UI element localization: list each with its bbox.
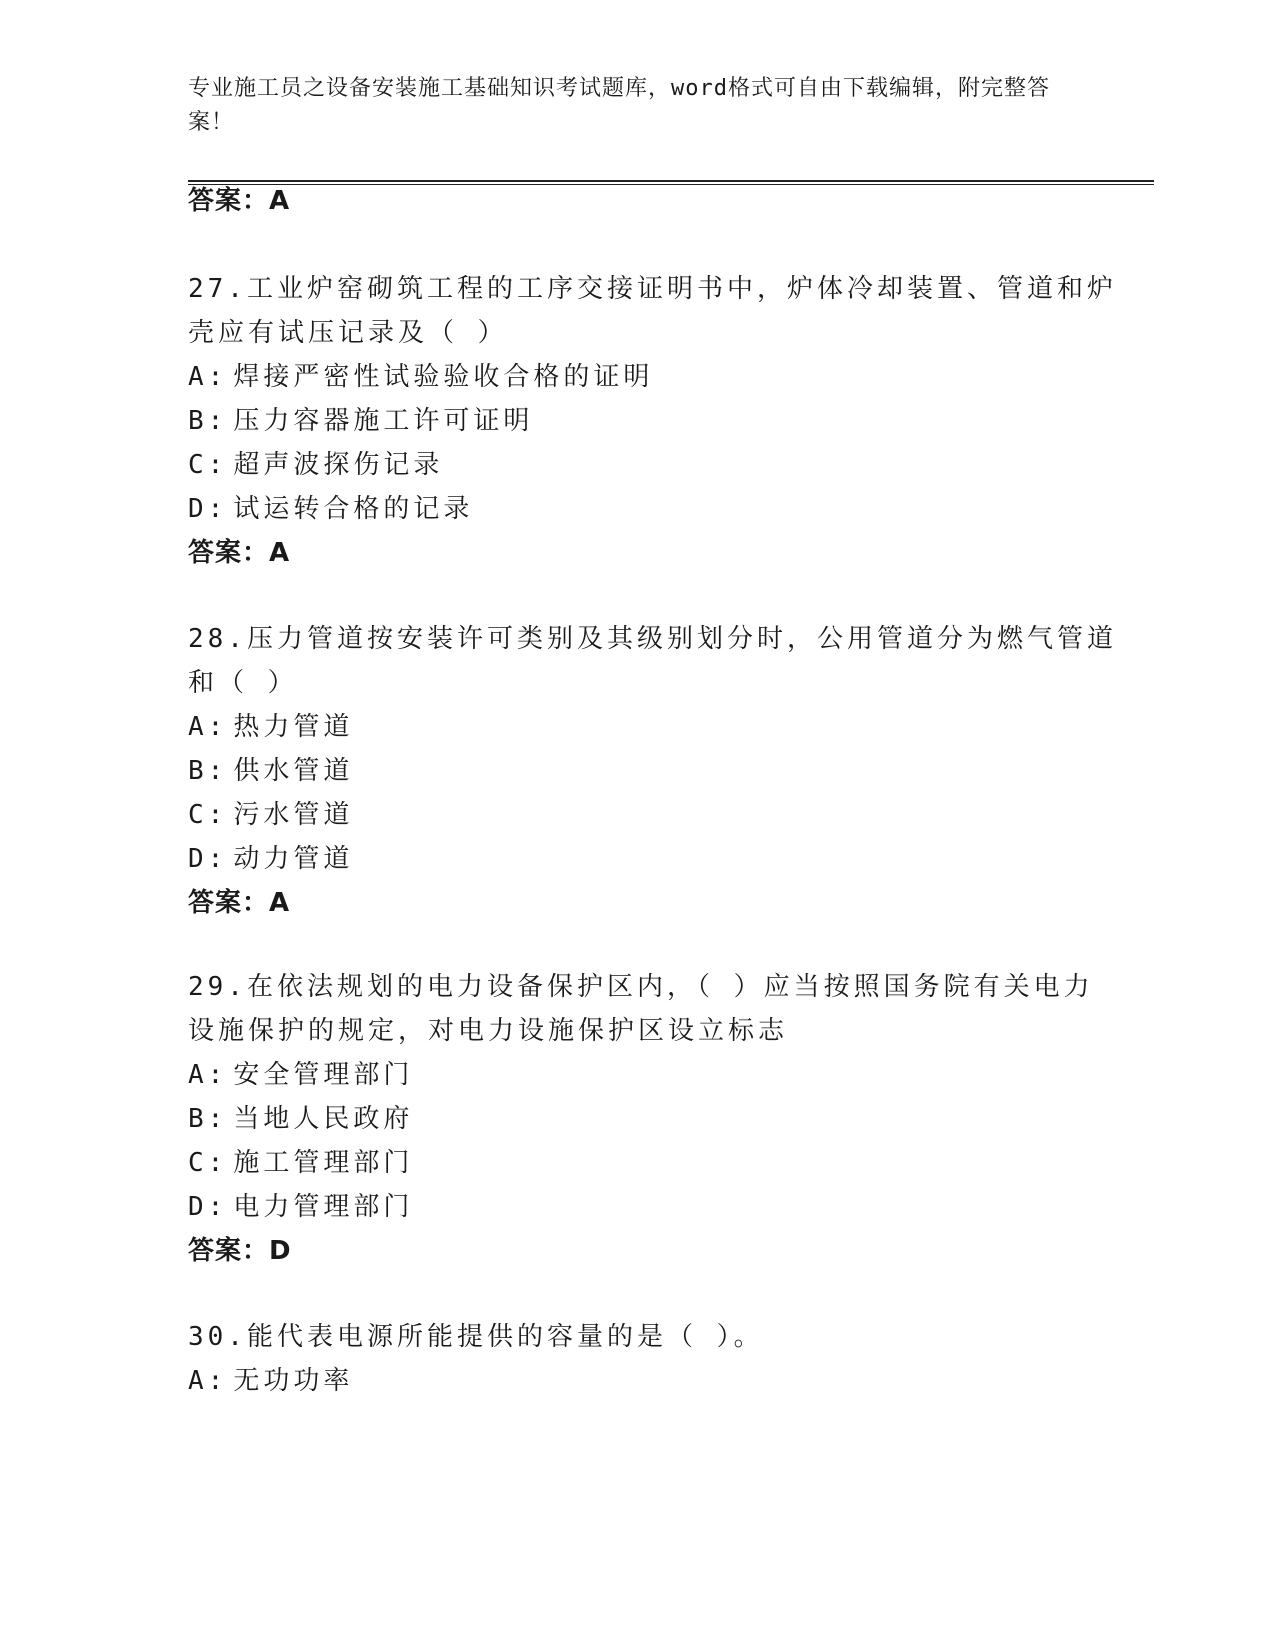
option-text: 施工管理部门: [233, 1148, 414, 1178]
question-stem: 壳应有试压记录及（ ）: [188, 318, 508, 348]
option-b: [188, 404, 533, 438]
option-a: [188, 360, 653, 394]
option-text: 超声波探伤记录: [233, 450, 444, 480]
question-stem: 30.能代表电源所能提供的容量的是（ ）。: [188, 1322, 764, 1352]
option-text: 动力管道: [233, 844, 354, 874]
answer-line: 答案：D: [188, 1236, 292, 1266]
option-text: 电力管理部门: [233, 1192, 414, 1222]
option-letter: C:: [188, 1148, 228, 1178]
option-text: 压力容器施工许可证明: [233, 406, 534, 436]
option-letter: B:: [188, 406, 228, 436]
option-text: 热力管道: [233, 712, 354, 742]
option-d: [188, 1190, 413, 1224]
document-header: 专业施工员之设备安装施工基础知识考试题库，word格式可自由下载编辑，附完整答案！: [188, 76, 1050, 135]
option-d: [188, 842, 353, 876]
option-letter: D:: [188, 1192, 228, 1222]
option-letter: C:: [188, 450, 228, 480]
question-stem: 27.工业炉窑砌筑工程的工序交接证明书中，炉体冷却装置、管道和炉: [188, 274, 1117, 304]
option-c: [188, 798, 353, 832]
answer-line: 答案：A: [188, 186, 291, 216]
option-c: [188, 1146, 413, 1180]
option-letter: A:: [188, 362, 228, 392]
option-letter: B:: [188, 756, 228, 786]
option-c: [188, 448, 443, 482]
option-a: [188, 710, 353, 744]
option-text: 试运转合格的记录: [233, 494, 474, 524]
header-divider-thin: [188, 184, 1154, 185]
option-d: [188, 492, 473, 526]
option-letter: D:: [188, 494, 228, 524]
option-b: [188, 1102, 413, 1136]
answer-line: 答案：A: [188, 888, 291, 918]
answer-line: 答案：A: [188, 538, 291, 568]
option-letter: A:: [188, 712, 228, 742]
option-letter: A:: [188, 1366, 228, 1396]
question-stem: 设施保护的规定，对电力设施保护区设立标志: [188, 1016, 789, 1046]
option-letter: C:: [188, 800, 228, 830]
option-a: [188, 1364, 353, 1398]
question-stem: 和（ ）: [188, 668, 298, 698]
option-text: 污水管道: [233, 800, 354, 830]
option-text: 无功功率: [233, 1366, 354, 1396]
header-divider: [188, 180, 1154, 182]
option-letter: B:: [188, 1104, 228, 1134]
option-text: 供水管道: [233, 756, 354, 786]
option-a: [188, 1058, 413, 1092]
option-letter: D:: [188, 844, 228, 874]
option-text: 安全管理部门: [233, 1060, 414, 1090]
option-letter: A:: [188, 1060, 228, 1090]
option-text: 焊接严密性试验验收合格的证明: [233, 362, 654, 392]
question-stem: 29.在依法规划的电力设备保护区内，（ ）应当按照国务院有关电力: [188, 972, 1094, 1002]
question-stem: 28.压力管道按安装许可类别及其级别划分时，公用管道分为燃气管道: [188, 624, 1117, 654]
option-b: [188, 754, 353, 788]
option-text: 当地人民政府: [233, 1104, 414, 1134]
